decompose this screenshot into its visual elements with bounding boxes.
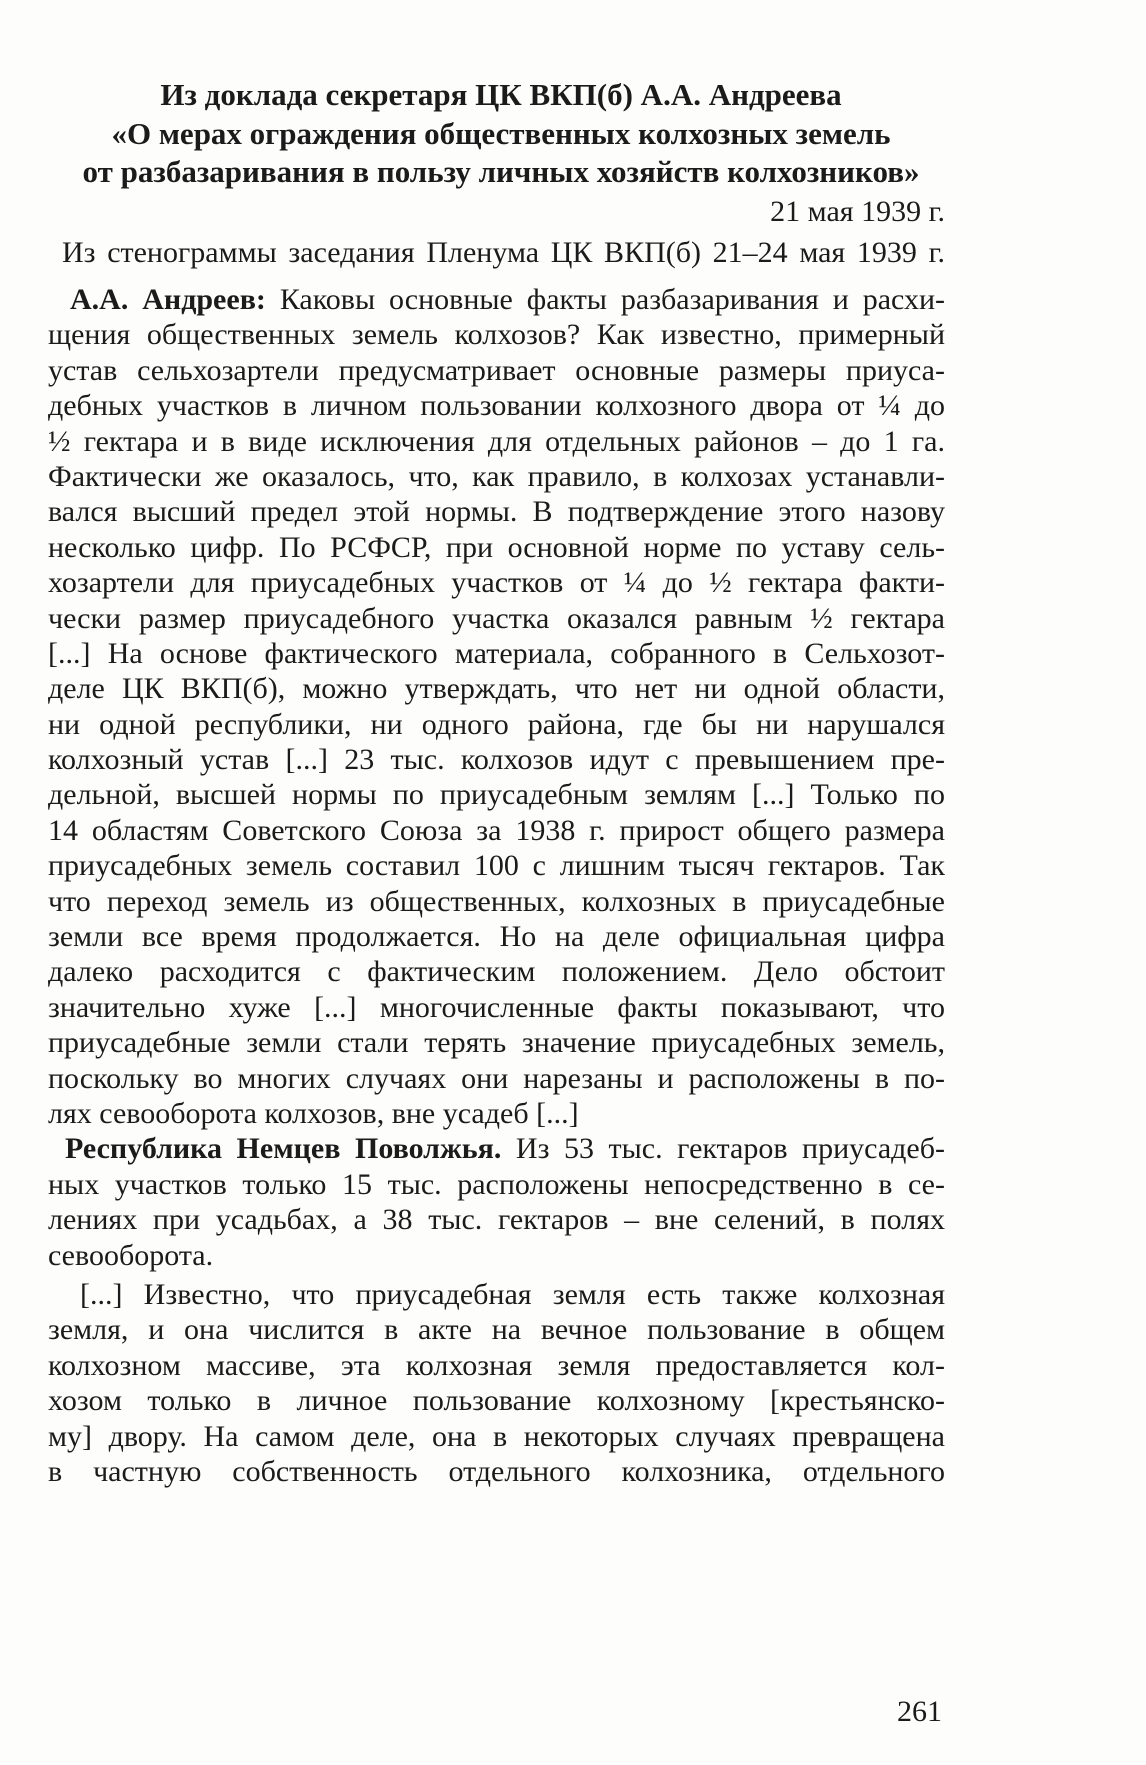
region-heading: Республика Немцев Поволжья.: [65, 1132, 502, 1166]
line-text: поскольку во многих случаях они нарезаны и расположены в по-: [48, 1061, 945, 1095]
title-line: «О мерах ограждения общественных колхозных земель: [111, 115, 891, 151]
line-text: приусадебных земель составил 100 с лишним тысяч гектаров. Так: [48, 849, 945, 883]
text-line: [48, 317, 945, 352]
line-text: дебных участков в личном пользовании колхозного двора от ¼ до: [48, 389, 945, 423]
document-date: 21 мая 1939 г.: [770, 195, 945, 228]
text-line: [48, 1348, 945, 1383]
text-line: [48, 388, 945, 423]
text-line: [48, 353, 945, 388]
line-text: ½ гектара и в виде исключения для отдельных районов – до 1 га.: [48, 424, 945, 458]
line-text: ни одной республики, ни одного района, где бы ни нарушался: [48, 707, 945, 741]
text-line: [48, 707, 945, 742]
text-line: [48, 494, 945, 529]
text-line: [48, 1383, 945, 1418]
line-text: му] двору. На самом деле, она в некоторых случаях превращена: [48, 1419, 945, 1453]
line-text: деле ЦК ВКП(б), можно утверждать, что нет ни одной области,: [48, 672, 945, 706]
line-text: земли все время продолжается. Но на деле официальная цифра: [48, 920, 945, 954]
text-line: [48, 1167, 945, 1202]
line-text: колхозный устав [...] 23 тыс. колхозов идут с превышением пре-: [48, 743, 945, 777]
line-text: чески размер приусадебного участка оказался равным ½ гектара: [48, 601, 945, 635]
text-line: [48, 671, 945, 706]
text-line: [48, 813, 945, 848]
line-text: [...] На основе фактического материала, собранного в Сельхозот-: [48, 636, 945, 670]
text-line: [48, 459, 945, 494]
text-line: [48, 884, 945, 919]
text-line: [48, 990, 945, 1025]
document-title: [48, 76, 954, 192]
line-text: земля, и она числится в акте на вечное пользование в общем: [48, 1313, 945, 1347]
line-text: хозартели для приусадебных участков от ¼ до ½ гектара факти-: [48, 566, 945, 600]
line-text: [70, 283, 945, 316]
text-line: [48, 1096, 945, 1131]
line-text: ных участков только 15 тыс. расположены непосредственно в се-: [48, 1167, 945, 1201]
speaker-name: А.А. Андреев:: [70, 283, 266, 316]
line-text: Каковы основные факты разбазаривания и расхи-: [279, 283, 946, 316]
text-line: [48, 636, 945, 671]
line-text: устав сельхозартели предусматривает основные размеры приуса-: [48, 353, 945, 387]
text-line: [48, 742, 945, 777]
text-line: [48, 1061, 945, 1096]
line-text: [...] Известно, что приусадебная земля есть также колхозная: [80, 1277, 945, 1311]
line-text: [65, 1132, 945, 1165]
text-line: [48, 1312, 945, 1347]
line-text: 14 областям Советского Союза за 1938 г. прирост общего размера: [48, 813, 945, 847]
text-line: [48, 848, 945, 883]
text-line: [48, 601, 945, 636]
line-text: приусадебные земли стали терять значение приусадебных земель,: [48, 1026, 945, 1060]
line-text: лях севооборота колхозов, вне усадеб [...]: [48, 1096, 579, 1130]
line-text: колхозном массиве, эта колхозная земля предоставляется кол-: [48, 1348, 945, 1382]
page-number: 261: [897, 1695, 942, 1728]
text-line: [48, 1454, 945, 1489]
line-text: значительно хуже [...] многочисленные факты показывают, что: [48, 990, 945, 1024]
body-text: [48, 282, 945, 1489]
text-line: [48, 1419, 945, 1454]
text-line: [48, 919, 945, 954]
text-line: [48, 1202, 945, 1237]
text-line: [48, 1131, 945, 1166]
line-text: щения общественных земель колхозов? Как известно, примерный: [48, 318, 945, 352]
text-line: [48, 1025, 945, 1060]
text-line: [48, 424, 945, 459]
line-text: Фактически же оказалось, что, как правило, в колхозах устанавли-: [48, 459, 945, 493]
line-text: что переход земель из общественных, колхозных в приусадебные: [48, 884, 945, 918]
text-line: [48, 282, 945, 317]
line-text: в частную собственность отдельного колхозника, отдельного: [48, 1454, 945, 1488]
title-line: от разбазаривания в пользу личных хозяйств колхозников»: [82, 154, 920, 189]
line-text: севооборота.: [48, 1238, 214, 1272]
line-text: далеко расходится с фактическим положением. Дело обстоит: [48, 955, 945, 989]
line-text: несколько цифр. По РСФСР, при основной норме по уставу сель-: [48, 530, 945, 564]
line-text: лениях при усадьбах, а 38 тыс. гектаров – вне селений, в полях: [48, 1203, 945, 1237]
text-line: [48, 530, 945, 565]
text-line: [48, 1238, 945, 1273]
text-line: [48, 954, 945, 989]
line-text: вался высший предел этой нормы. В подтверждение этого назову: [48, 495, 945, 529]
text-line: [48, 777, 945, 812]
line-text: дельной, высшей нормы по приусадебным землям [...] Только по: [48, 778, 945, 812]
text-line: [48, 565, 945, 600]
title-line: Из доклада секретаря ЦК ВКП(б) А.А. Андреева: [160, 77, 842, 112]
line-text: Из 53 тыс. гектаров приусадеб-: [515, 1132, 945, 1166]
text-line: [48, 1277, 945, 1312]
line-text: хозом только в личное пользование колхозному [крестьянско-: [48, 1384, 945, 1418]
source-text: Из стенограммы заседания Пленума ЦК ВКП(б) 21–24 мая 1939 г.: [62, 236, 945, 269]
source-line: [62, 234, 945, 272]
